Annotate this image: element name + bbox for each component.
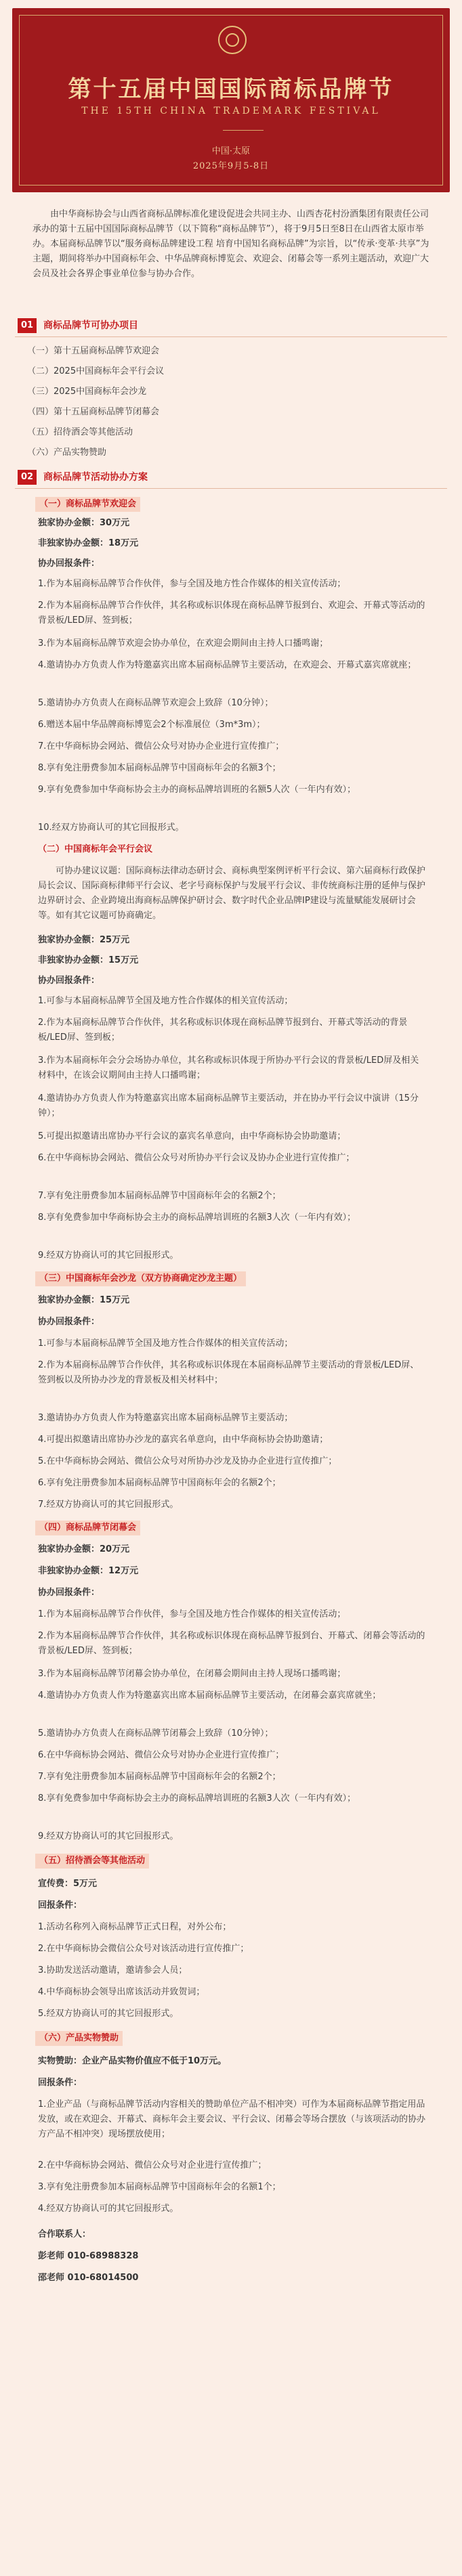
return-item: 3.协助发送活动邀请，邀请参会人员； xyxy=(38,1965,188,1975)
return-item: 3.作为本届商标品牌节欢迎会协办单位，在欢迎会期间由主持人口播鸣谢； xyxy=(38,638,329,649)
return-item: 7.经双方协商认可的其它回报形式。 xyxy=(38,1500,179,1510)
section-title: 商标品牌节可协办项目 xyxy=(43,320,138,331)
return-item: 2.作为本届商标品牌节合作伙伴，其名称或标识体现在商标品牌节报到台、开幕式等活动的背景板/LED屏、签到板； xyxy=(38,1018,408,1043)
festival-title: 第十五届中国国际商标品牌节 xyxy=(68,76,394,103)
fee-line: 独家协办金额：30万元 xyxy=(38,518,130,528)
subsection-heading: （四）商标品牌节闭幕会 xyxy=(35,1521,140,1535)
subsection-heading: （二）中国商标年会平行会议 xyxy=(38,844,153,854)
return-item: 5.在中华商标协会网站、微信公众号对所协办沙龙及协办企业进行宣传推广； xyxy=(38,1456,337,1466)
return-item: 7.在中华商标协会网站、微信公众号对协办企业进行宣传推广； xyxy=(38,741,285,751)
return-item: 6.在中华商标协会网站、微信公众号对所协办平行会议及协办企业进行宣传推广； xyxy=(38,1153,355,1163)
return-item: 2.在中华商标协会网站、微信公众号对企业进行宣传推广； xyxy=(38,2160,267,2170)
fee-line: 独家协办金额：25万元 xyxy=(38,935,130,945)
contact-person: 彭老师 010-68988328 xyxy=(38,2251,139,2261)
fee-line: 宣传费：5万元 xyxy=(38,1879,98,1889)
return-item: 1.作为本届商标品牌节合作伙伴，参与全国及地方性合作媒体的相关宣传活动； xyxy=(38,579,346,589)
returns-label: 协办回报条件： xyxy=(38,1317,100,1327)
return-item: 9.经双方协商认可的其它回报形式。 xyxy=(38,1250,179,1261)
list-item: （五）招待酒会等其他活动 xyxy=(27,427,133,437)
subsection-heading: （六）产品实物赞助 xyxy=(35,2031,123,2046)
list-item: （一）第十五届商标品牌节欢迎会 xyxy=(27,346,160,356)
return-item: 5.邀请协办方负责人在商标品牌节欢迎会上致辞（10分钟）； xyxy=(38,698,274,708)
return-item: 6.赠送本届中华品牌商标博览会2个标准展位（3m*3m）； xyxy=(38,720,266,730)
fee-line: 实物赞助：企业产品实物价值应不低于10万元。 xyxy=(38,2056,227,2066)
return-item: 1.企业产品（与商标品牌节活动内容相关的赞助单位产品不相冲突）可作为本届商标品牌节指定用品发放，或在欢迎会、开幕式、商标年会主要会议、平行会议、闭幕会等场合摆放（与该项活动的协办方产品不相冲突）现场摆放使用； xyxy=(38,2099,426,2139)
return-item: 4.邀请协办方负责人作为特邀嘉宾出席本届商标品牌节主要活动，在欢迎会、开幕式嘉宾席就座； xyxy=(38,660,417,670)
section-number: 02 xyxy=(18,470,37,485)
return-item: 6.享有免注册费参加本届商标品牌节中国商标年会的名额2个； xyxy=(38,1478,281,1488)
return-item: 4.中华商标协会领导出席该活动并致贺词； xyxy=(38,1987,205,1997)
return-item: 6.在中华商标协会网站、微信公众号对协办企业进行宣传推广； xyxy=(38,1750,285,1760)
section-header xyxy=(15,315,447,337)
returns-label: 协办回报条件： xyxy=(38,559,100,569)
returns-label: 回报条件： xyxy=(38,2078,83,2088)
header-banner xyxy=(12,8,450,192)
fee-line: 独家协办金额：20万元 xyxy=(38,1544,130,1554)
section-header xyxy=(15,467,447,489)
festival-subtitle-en: THE 15TH CHINA TRADEMARK FESTIVAL xyxy=(81,106,381,116)
return-item: 3.邀请协办方负责人作为特邀嘉宾出席本届商标品牌节主要活动； xyxy=(38,1413,293,1423)
topics-paragraph: 可协办建议议题：国际商标法律动态研讨会、商标典型案例评析平行会议、第六届商标行政保护局长会议、国际商标律师平行会议、老字号商标保护与发展平行会议、非传统商标注册的延伸与保护边界研讨会、企业跨境出海商标品牌保护研讨会、数字时代企业品牌IP建设与流量赋能发展研讨会等。如有其它议题可协商确定。 xyxy=(38,866,426,921)
fee-line: 非独家协办金额：18万元 xyxy=(38,538,139,548)
return-item: 2.作为本届商标品牌节合作伙伴，其名称或标识体现在商标品牌节报到台、欢迎会、开幕式等活动的背景板/LED屏、签到板； xyxy=(38,601,425,626)
return-item: 9.享有免费参加中华商标协会主办的商标品牌培训班的名额5人次（一年内有效）； xyxy=(38,785,356,795)
return-item: 1.可参与本届商标品牌节全国及地方性合作媒体的相关宣传活动； xyxy=(38,996,293,1006)
return-item: 2.作为本届商标品牌节合作伙伴，其名称或标识体现在本届商标品牌节主要活动的背景板/LED屏、签到板以及所协办沙龙的背景板及相关材料中； xyxy=(38,1360,419,1385)
subsection-heading: （一）商标品牌节欢迎会 xyxy=(35,497,140,512)
return-item: 3.享有免注册费参加本届商标品牌节中国商标年会的名额1个； xyxy=(38,2182,281,2192)
return-item: 3.作为本届商标品牌节闭幕会协办单位，在闭幕会期间由主持人现场口播鸣谢； xyxy=(38,1669,346,1679)
return-item: 5.可提出拟邀请出席协办平行会议的嘉宾名单意向，由中华商标协会协助邀请； xyxy=(38,1131,346,1141)
return-item: 8.享有免费参加中华商标协会主办的商标品牌培训班的名额3人次（一年内有效）； xyxy=(38,1793,356,1804)
emblem-icon xyxy=(218,26,247,54)
divider xyxy=(15,336,447,337)
return-item: 4.可提出拟邀请出席协办沙龙的嘉宾名单意向，由中华商标协会协助邀请； xyxy=(38,1435,329,1445)
intro-paragraph: 由中华商标协会与山西省商标品牌标准化建设促进会共同主办、山西杏花村汾酒集团有限责任公司承办的第十五届中国国际商标品牌节（以下简称“商标品牌节”），将于9月5日至8日在山西省太原市举办。本届商标品牌节以“服务商标品牌建设工程 培育中国知名商标品牌”为宗旨，以“传承·变革·共享”为主题，期间将举办中国商标年会、中华品牌商标博览会、欢迎会、闭幕会等一系列主题活动，欢迎广大会员及社会各界企事业单位参与协办合作。 xyxy=(33,209,429,279)
return-item: 7.享有免注册费参加本届商标品牌节中国商标年会的名额2个； xyxy=(38,1772,281,1782)
divider xyxy=(15,488,447,489)
list-item: （二）2025中国商标年会平行会议 xyxy=(27,366,165,376)
banner-divider xyxy=(223,130,264,131)
festival-place: 中国·太原 xyxy=(211,146,251,156)
contact-label: 合作联系人： xyxy=(38,2229,91,2240)
fee-line: 独家协办金额：15万元 xyxy=(38,1295,130,1305)
return-item: 1.活动名称列入商标品牌节正式日程，对外公布； xyxy=(38,1922,232,1932)
section-title: 商标品牌节活动协办方案 xyxy=(43,472,148,483)
returns-label: 回报条件： xyxy=(38,1900,83,1911)
fee-line: 非独家协办金额：12万元 xyxy=(38,1566,139,1576)
list-item: （四）第十五届商标品牌节闭幕会 xyxy=(27,407,160,417)
return-item: 4.邀请协办方负责人作为特邀嘉宾出席本届商标品牌节主要活动，在闭幕会嘉宾席就坐； xyxy=(38,1690,381,1701)
return-item: 8.享有免注册费参加本届商标品牌节中国商标年会的名额3个； xyxy=(38,763,281,773)
subsection-heading: （三）中国商标年会沙龙（双方协商确定沙龙主题） xyxy=(35,1271,246,1286)
returns-label: 协办回报条件： xyxy=(38,976,100,986)
section-number: 01 xyxy=(18,318,37,333)
list-item: （三）2025中国商标年会沙龙 xyxy=(27,387,147,397)
returns-label: 协办回报条件： xyxy=(38,1588,100,1598)
return-item: 2.作为本届商标品牌节合作伙伴，其名称或标识体现在商标品牌节报到台、开幕式、闭幕会等活动的背景板/LED屏、签到板； xyxy=(38,1631,425,1656)
return-item: 5.邀请协办方负责人在商标品牌节闭幕会上致辞（10分钟）； xyxy=(38,1728,274,1739)
fee-line: 非独家协办金额：15万元 xyxy=(38,955,139,965)
contact-person: 邵老师 010-68014500 xyxy=(38,2273,139,2283)
return-item: 9.经双方协商认可的其它回报形式。 xyxy=(38,1831,179,1841)
return-item: 1.作为本届商标品牌节合作伙伴，参与全国及地方性合作媒体的相关宣传活动； xyxy=(38,1609,346,1619)
return-item: 7.享有免注册费参加本届商标品牌节中国商标年会的名额2个； xyxy=(38,1191,281,1201)
return-item: 5.经双方协商认可的其它回报形式。 xyxy=(38,2009,179,2019)
return-item: 2.在中华商标协会微信公众号对该活动进行宣传推广； xyxy=(38,1944,249,1954)
return-item: 10.经双方协商认可的其它回报形式。 xyxy=(38,823,184,833)
return-item: 1.可参与本届商标品牌节全国及地方性合作媒体的相关宣传活动； xyxy=(38,1338,293,1349)
list-item: （六）产品实物赞助 xyxy=(27,447,107,458)
subsection-heading: （五）招待酒会等其他活动 xyxy=(35,1854,149,1869)
return-item: 3.作为本届商标年会分会场协办单位，其名称或标识体现于所协办平行会议的背景板/LED屏及相关材料中，在该会议期间由主持人口播鸣谢； xyxy=(38,1055,419,1080)
return-item: 8.享有免费参加中华商标协会主办的商标品牌培训班的名额3人次（一年内有效）； xyxy=(38,1213,356,1223)
return-item: 4.邀请协办方负责人作为特邀嘉宾出席本届商标品牌节主要活动，并在协办平行会议中演讲（15分钟）； xyxy=(38,1093,419,1118)
festival-date: 2025年9月5-8日 xyxy=(192,161,270,171)
return-item: 4.经双方协商认可的其它回报形式。 xyxy=(38,2204,179,2214)
